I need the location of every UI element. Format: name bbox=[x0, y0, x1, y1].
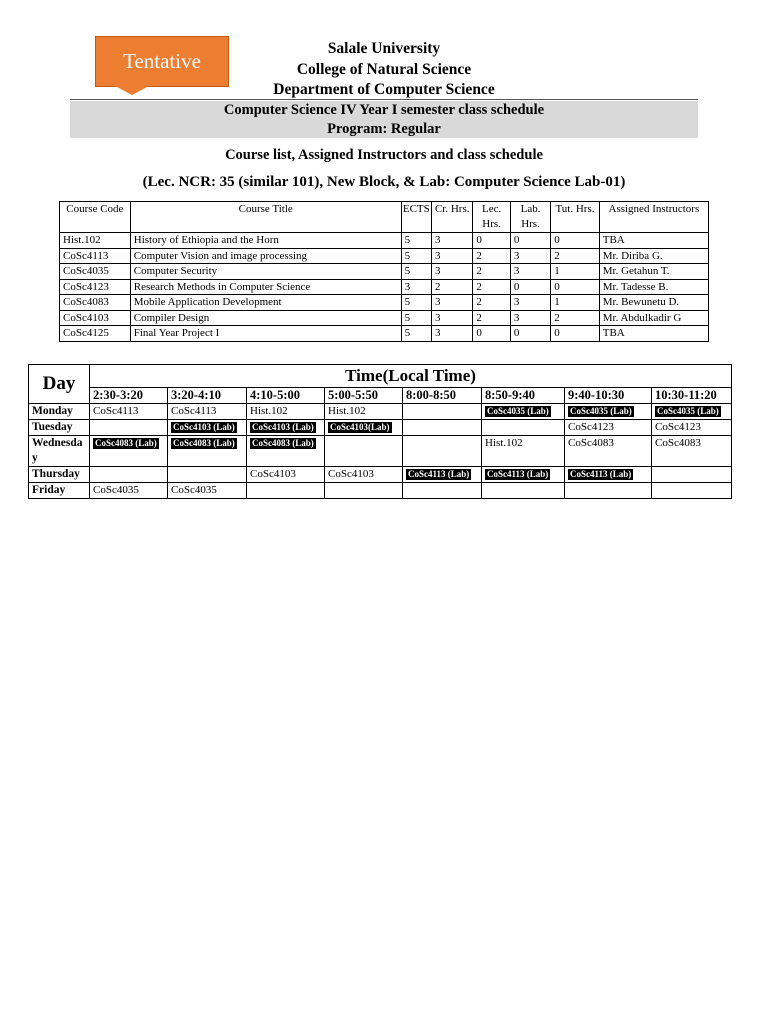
schedule-row bbox=[29, 467, 732, 483]
time-slot-header: 10:30-11:20 bbox=[652, 388, 732, 404]
course-cell: Final Year Project I bbox=[130, 326, 401, 342]
schedule-cell bbox=[403, 467, 482, 483]
course-cell: Mr. Getahun T. bbox=[599, 264, 708, 280]
time-slot-header: 2:30-3:20 bbox=[90, 388, 168, 404]
lab-session: CoSc4113 (Lab) bbox=[570, 469, 632, 479]
time-slot-header: 8:00-8:50 bbox=[403, 388, 482, 404]
course-row bbox=[60, 233, 709, 249]
course-cell: Mr. Diriba G. bbox=[599, 248, 708, 264]
schedule-cell bbox=[325, 483, 403, 499]
course-cell: Mr. Tadesse B. bbox=[599, 279, 708, 295]
schedule-cell: Hist.102 bbox=[482, 436, 565, 467]
schedule-row bbox=[29, 483, 732, 499]
course-cell: Mr. Bewunetu D. bbox=[599, 295, 708, 311]
course-cell: Computer Vision and image processing bbox=[130, 248, 401, 264]
schedule-cell bbox=[325, 436, 403, 467]
schedule-cell: CoSc4035 bbox=[168, 483, 247, 499]
course-cell: 2 bbox=[431, 279, 472, 295]
schedule-cell: CoSc4083 bbox=[652, 436, 732, 467]
schedule-cell: Hist.102 bbox=[325, 404, 403, 420]
schedule-cell bbox=[482, 404, 565, 420]
schedule-cell bbox=[168, 467, 247, 483]
schedule-cell: CoSc4113 bbox=[90, 404, 168, 420]
course-cell: 3 bbox=[431, 264, 472, 280]
schedule-cell bbox=[247, 436, 325, 467]
schedule-cell: CoSc4123 bbox=[652, 420, 732, 436]
course-table-body bbox=[60, 233, 709, 342]
course-cell: 5 bbox=[401, 310, 431, 326]
course-row bbox=[60, 264, 709, 280]
course-cell: 2 bbox=[473, 264, 510, 280]
course-header-cell: Tut. Hrs. bbox=[551, 202, 600, 233]
schedule-cell: CoSc4103 bbox=[325, 467, 403, 483]
day-label: Friday bbox=[29, 483, 90, 499]
course-row bbox=[60, 310, 709, 326]
schedule-row bbox=[29, 436, 732, 467]
time-slot-header: 3:20-4:10 bbox=[168, 388, 247, 404]
program-label: Program: Regular bbox=[327, 120, 441, 137]
schedule-cell: CoSc4113 bbox=[168, 404, 247, 420]
course-cell: Mobile Application Development bbox=[130, 295, 401, 311]
course-cell: 3 bbox=[431, 295, 472, 311]
course-header-cell: Lec. Hrs. bbox=[473, 202, 510, 233]
schedule-cell bbox=[565, 467, 652, 483]
lab-session: CoSc4083 (Lab) bbox=[252, 438, 314, 448]
time-slot-header: 5:00-5:50 bbox=[325, 388, 403, 404]
schedule-row bbox=[29, 404, 732, 420]
lab-session: CoSc4035 (Lab) bbox=[487, 406, 549, 416]
lab-session: CoSc4113 (Lab) bbox=[487, 469, 549, 479]
course-header-cell: Course Code bbox=[60, 202, 131, 233]
course-row bbox=[60, 279, 709, 295]
schedule-cell bbox=[403, 483, 482, 499]
schedule-cell bbox=[565, 404, 652, 420]
course-cell: CoSc4113 bbox=[60, 248, 131, 264]
course-cell: 2 bbox=[473, 295, 510, 311]
course-cell: Mr. Abdulkadir G bbox=[599, 310, 708, 326]
course-row bbox=[60, 326, 709, 342]
course-cell: 3 bbox=[431, 326, 472, 342]
course-cell: TBA bbox=[599, 326, 708, 342]
time-slot-header: 4:10-5:00 bbox=[247, 388, 325, 404]
schedule-title: Computer Science IV Year I semester class schedule bbox=[223, 102, 545, 118]
course-cell: 0 bbox=[510, 279, 550, 295]
time-slot-header-row bbox=[29, 388, 732, 404]
schedule-cell bbox=[247, 420, 325, 436]
schedule-cell bbox=[403, 404, 482, 420]
lab-session: CoSc4103(Lab) bbox=[330, 422, 390, 432]
header-divider bbox=[70, 99, 698, 100]
day-label: Tuesday bbox=[29, 420, 90, 436]
time-slot-header: 9:40-10:30 bbox=[565, 388, 652, 404]
course-cell: 0 bbox=[473, 233, 510, 249]
schedule-cell bbox=[652, 467, 732, 483]
lab-session: CoSc4113 (Lab) bbox=[408, 469, 470, 479]
course-cell: 0 bbox=[551, 326, 600, 342]
schedule-cell bbox=[403, 420, 482, 436]
day-column-header: Day bbox=[29, 365, 90, 404]
course-cell: 5 bbox=[401, 233, 431, 249]
schedule-cell bbox=[168, 436, 247, 467]
course-cell: CoSc4035 bbox=[60, 264, 131, 280]
schedule-cell: CoSc4103 bbox=[247, 467, 325, 483]
schedule-title-band bbox=[70, 101, 698, 138]
course-cell: 3 bbox=[431, 233, 472, 249]
course-cell: 5 bbox=[401, 326, 431, 342]
course-cell: CoSc4125 bbox=[60, 326, 131, 342]
lab-session: CoSc4103 (Lab) bbox=[252, 422, 314, 432]
course-cell: 1 bbox=[551, 264, 600, 280]
course-cell: 0 bbox=[551, 233, 600, 249]
course-cell: Hist.102 bbox=[60, 233, 131, 249]
schedule-cell bbox=[90, 436, 168, 467]
course-cell: 3 bbox=[510, 295, 550, 311]
schedule-cell bbox=[168, 420, 247, 436]
course-cell: 0 bbox=[510, 233, 550, 249]
college-name: College of Natural Science bbox=[296, 61, 472, 78]
schedule-cell bbox=[247, 483, 325, 499]
course-header-cell: ECTS bbox=[401, 202, 431, 233]
course-cell: 3 bbox=[401, 279, 431, 295]
tentative-badge bbox=[95, 36, 229, 96]
course-cell: 5 bbox=[401, 264, 431, 280]
schedule-cell bbox=[403, 436, 482, 467]
course-cell: 1 bbox=[551, 295, 600, 311]
schedule-cell bbox=[90, 420, 168, 436]
course-cell: 3 bbox=[510, 248, 550, 264]
course-cell: Research Methods in Computer Science bbox=[130, 279, 401, 295]
day-label: Wednesday bbox=[29, 436, 90, 467]
course-list-table bbox=[59, 201, 709, 342]
course-cell: Computer Security bbox=[130, 264, 401, 280]
schedule-cell: CoSc4035 bbox=[90, 483, 168, 499]
course-cell: CoSc4123 bbox=[60, 279, 131, 295]
schedule-cell bbox=[565, 483, 652, 499]
time-slot-header: 8:50-9:40 bbox=[482, 388, 565, 404]
course-cell: Compiler Design bbox=[130, 310, 401, 326]
location-note: (Lec. NCR: 35 (similar 101), New Block, & Lab: Computer Science Lab-01) bbox=[142, 174, 626, 190]
schedule-cell bbox=[325, 420, 403, 436]
course-cell: 3 bbox=[431, 310, 472, 326]
weekly-schedule-table bbox=[28, 364, 732, 499]
course-cell: 2 bbox=[473, 248, 510, 264]
badge-pointer bbox=[115, 86, 149, 95]
course-cell: 5 bbox=[401, 248, 431, 264]
university-name: Salale University bbox=[327, 40, 441, 57]
lab-session: CoSc4103 (Lab) bbox=[173, 422, 235, 432]
course-cell: 0 bbox=[473, 326, 510, 342]
day-label: Thursday bbox=[29, 467, 90, 483]
course-table-header bbox=[60, 202, 709, 233]
lab-session: CoSc4083 (Lab) bbox=[95, 438, 157, 448]
schedule-body bbox=[29, 404, 732, 499]
course-cell: 2 bbox=[551, 310, 600, 326]
schedule-cell bbox=[652, 404, 732, 420]
course-cell: 2 bbox=[473, 279, 510, 295]
schedule-cell bbox=[482, 420, 565, 436]
course-row bbox=[60, 248, 709, 264]
course-cell: TBA bbox=[599, 233, 708, 249]
schedule-cell bbox=[482, 483, 565, 499]
course-cell: 0 bbox=[510, 326, 550, 342]
course-cell: History of Ethiopia and the Horn bbox=[130, 233, 401, 249]
course-header-cell: Assigned Instructors bbox=[599, 202, 708, 233]
course-cell: CoSc4103 bbox=[60, 310, 131, 326]
course-header-cell: Lab. Hrs. bbox=[510, 202, 550, 233]
schedule-cell bbox=[90, 467, 168, 483]
schedule-cell: Hist.102 bbox=[247, 404, 325, 420]
course-header-cell: Cr. Hrs. bbox=[431, 202, 472, 233]
day-label: Monday bbox=[29, 404, 90, 420]
time-header: Time(Local Time) bbox=[90, 365, 732, 388]
schedule-cell: CoSc4123 bbox=[565, 420, 652, 436]
course-cell: 5 bbox=[401, 295, 431, 311]
schedule-cell bbox=[652, 483, 732, 499]
schedule-cell: CoSc4083 bbox=[565, 436, 652, 467]
course-list-subtitle: Course list, Assigned Instructors and class schedule bbox=[225, 147, 543, 163]
course-cell: 2 bbox=[473, 310, 510, 326]
course-cell: CoSc4083 bbox=[60, 295, 131, 311]
course-cell: 0 bbox=[551, 279, 600, 295]
tentative-label: Tentative bbox=[95, 36, 229, 87]
department-name: Department of Computer Science bbox=[273, 81, 495, 98]
course-cell: 3 bbox=[431, 248, 472, 264]
course-cell: 3 bbox=[510, 310, 550, 326]
course-cell: 3 bbox=[510, 264, 550, 280]
schedule-row bbox=[29, 420, 732, 436]
lab-session: CoSc4035 (Lab) bbox=[657, 406, 719, 416]
lab-session: CoSc4035 (Lab) bbox=[570, 406, 632, 416]
course-row bbox=[60, 295, 709, 311]
schedule-cell bbox=[482, 467, 565, 483]
course-header-cell: Course Title bbox=[130, 202, 401, 233]
lab-session: CoSc4083 (Lab) bbox=[173, 438, 235, 448]
course-cell: 2 bbox=[551, 248, 600, 264]
